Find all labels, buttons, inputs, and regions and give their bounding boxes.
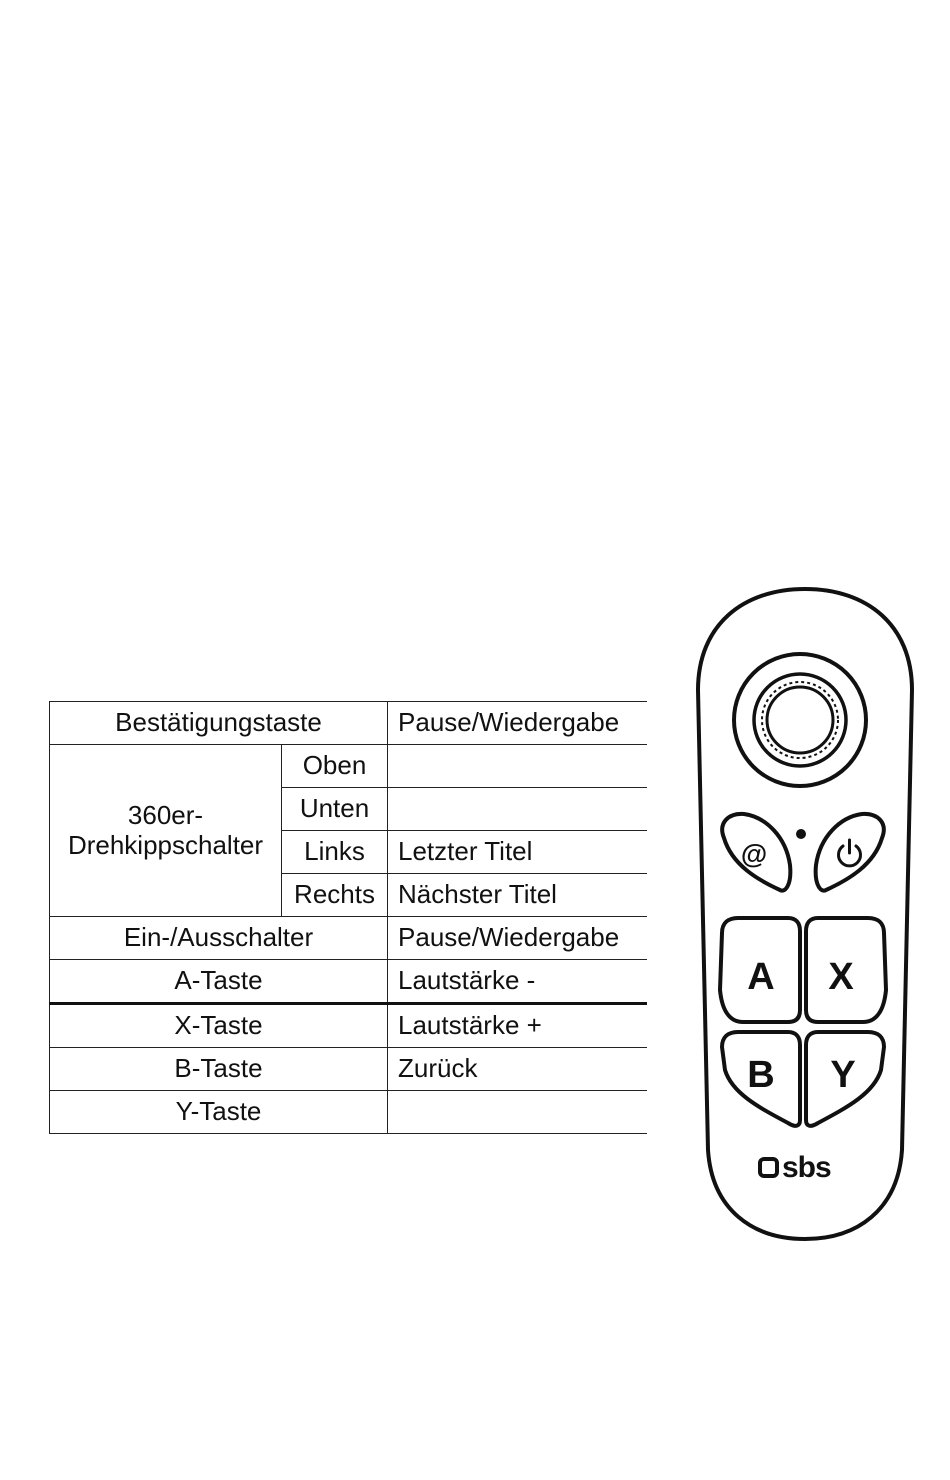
joystick-label-line2: Drehkippschalter xyxy=(67,829,264,860)
key-cell: B-Taste xyxy=(50,1048,388,1091)
remote-control-illustration xyxy=(688,585,923,1245)
key-cell: X-Taste xyxy=(50,1004,388,1048)
action-cell: Pause/Wiedergabe xyxy=(388,917,647,960)
action-cell: Lautstärke + xyxy=(388,1004,647,1048)
joystick-label-line1: 360er- xyxy=(127,799,204,830)
action-cell: Lautstärke - xyxy=(388,960,647,1004)
table-row xyxy=(50,1048,647,1091)
dir-action-cell: Nächster Titel xyxy=(388,874,647,917)
dir-cell: Rechts xyxy=(282,874,388,917)
led-indicator-icon xyxy=(796,829,806,839)
dir-cell: Unten xyxy=(282,788,388,831)
action-cell xyxy=(388,1091,647,1134)
table-row xyxy=(50,745,647,788)
a-button[interactable] xyxy=(720,918,800,1022)
b-button-label: B xyxy=(747,1054,775,1096)
joystick-icon xyxy=(734,654,866,786)
key-cell: Y-Taste xyxy=(50,1091,388,1134)
x-button-label: X xyxy=(828,956,854,998)
y-button-label: Y xyxy=(830,1054,856,1096)
table-row xyxy=(50,1004,647,1048)
key-cell: Ein-/Ausschalter xyxy=(50,917,388,960)
dir-action-cell xyxy=(388,745,647,788)
brand-text: sbs xyxy=(782,1151,831,1184)
button-mapping-table xyxy=(49,701,646,1133)
dir-cell: Oben xyxy=(282,745,388,788)
confirm-key-cell: Bestätigungstaste xyxy=(50,702,388,745)
table-row xyxy=(50,702,647,745)
x-button[interactable] xyxy=(806,918,886,1022)
table-row xyxy=(50,960,647,1004)
confirm-action-cell: Pause/Wiedergabe xyxy=(388,702,647,745)
key-cell: A-Taste xyxy=(50,960,388,1004)
action-cell: Zurück xyxy=(388,1048,647,1091)
table-row xyxy=(50,917,647,960)
dir-action-cell: Letzter Titel xyxy=(388,831,647,874)
table-row xyxy=(50,1091,647,1134)
dir-action-cell xyxy=(388,788,647,831)
joystick-cell xyxy=(50,745,282,917)
at-button-icon: @ xyxy=(740,839,768,869)
dir-cell: Links xyxy=(282,831,388,874)
a-button-label: A xyxy=(747,956,775,998)
